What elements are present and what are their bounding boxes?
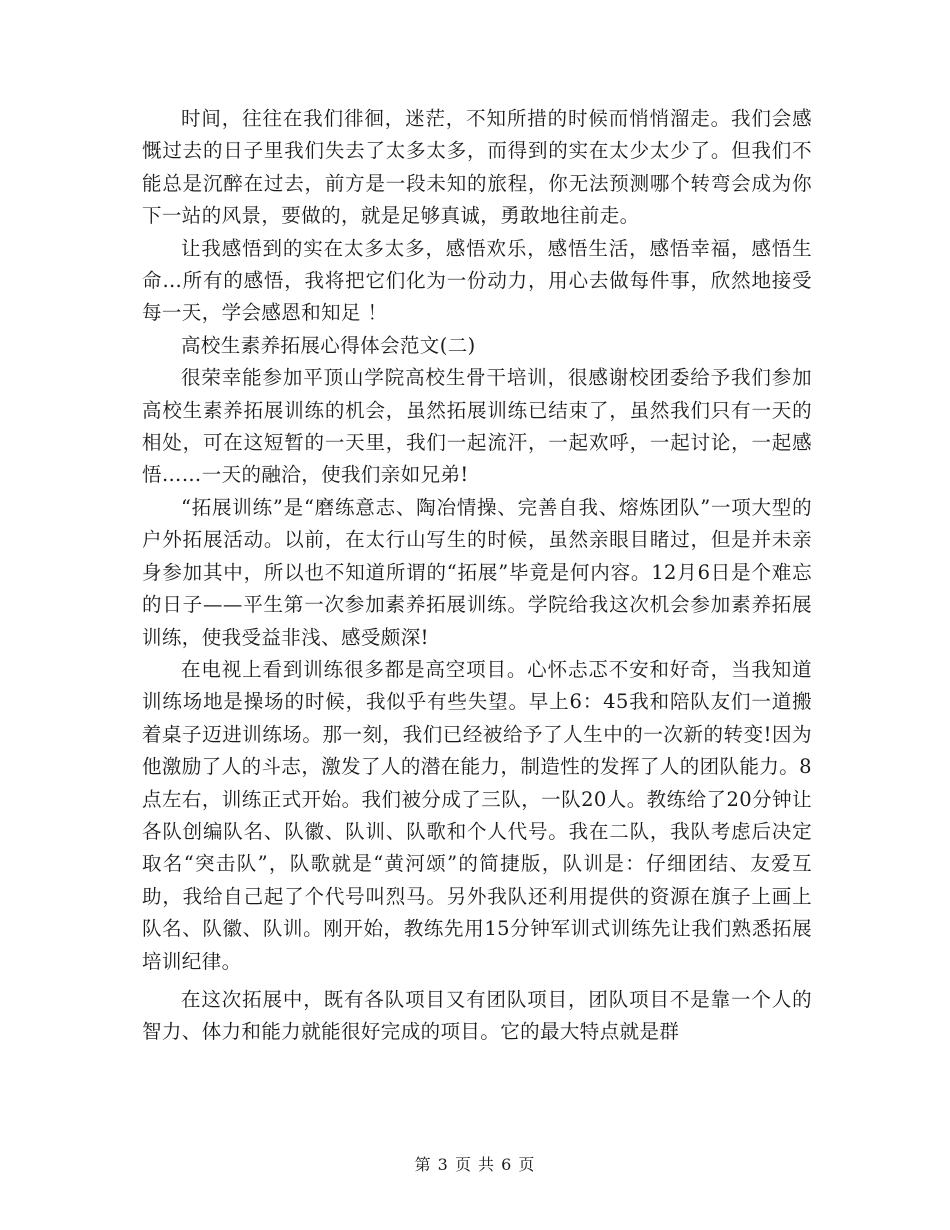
paragraph-reflection: 让我感悟到的实在太多太多，感悟欢乐，感悟生活，感悟幸福，感悟生命…所有的感悟，我将把它们化为一份动力，用心去做每件事，欣然地接受每一天，学会感恩和知足 ！: [142, 236, 812, 325]
paragraph-team-projects: 在这次拓展中，既有各队项目又有团队项目，团队项目不是靠一个人的智力、体力和能力就能很好完成的项目。它的最大特点就是群: [142, 987, 812, 1044]
paragraph-training-day: 在电视上看到训练很多都是高空项目。心怀忐忑不安和好奇，当我知道训练场地是操场的时候，我似乎有些失望。早上6：45我和陪队友们一道搬着桌子迈进训练场。那一刻，我们已经被给予了人生中的一次新的转变!因为他激励了人的斗志，激发了人的潜在能力，制造性的发挥了人的团队能力。8点左右，训练正式开始。我们被分成了三队，一队20人。教练给了20分钟让各队创编队名、队徽、队训、队歌和个人代号。我在二队，我队考虑后决定取名“突击队”，队歌就是“黄河颂”的简捷版，队训是：仔细团结、友爱互助，我给自己起了个代号叫烈马。另外我队还利用提供的资源在旗子上画上队名、队徽、队训。刚开始，教练先用15分钟军训式训练先让我们熟悉拓展培训纪律。: [142, 657, 812, 973]
paragraph-time: 时间，往往在我们徘徊，迷茫，不知所措的时候而悄悄溜走。我们会感慨过去的日子里我们失去了太多太多，而得到的实在太少太少了。但我们不能总是沉醉在过去，前方是一段未知的旅程，你无法预测哪个转弯会成为你下一站的风景，要做的，就是足够真诚，勇敢地往前走。: [142, 107, 812, 228]
page-footer: 第 3 页 共 6 页: [414, 1155, 536, 1174]
paragraph-expansion-definition: “拓展训练”是“磨练意志、陶冶情操、完善自我、熔炼团队”一项大型的户外拓展活动。以前，在太行山写生的时候，虽然亲眼目睹过，但是并未亲身参加其中，所以也不知道所谓的“拓展”毕竟是何内容。12月6日是个难忘的日子——平生第一次参加素养拓展训练。学院给我这次机会参加素养拓展训练，使我受益非浅、感受颇深!: [142, 495, 812, 649]
body-text: [142, 103, 812, 1049]
section-heading: 高校生素养拓展心得体会范文(二): [181, 333, 476, 357]
paragraph-training-intro: 很荣幸能参加平顶山学院高校生骨干培训，很感谢校团委给予我们参加高校生素养拓展训练的机会，虽然拓展训练已结束了，虽然我们只有一天的相处，可在这短暂的一天里，我们一起流汗，一起欢呼，一起讨论，一起感悟……一天的融洽，使我们亲如兄弟!: [142, 366, 812, 487]
